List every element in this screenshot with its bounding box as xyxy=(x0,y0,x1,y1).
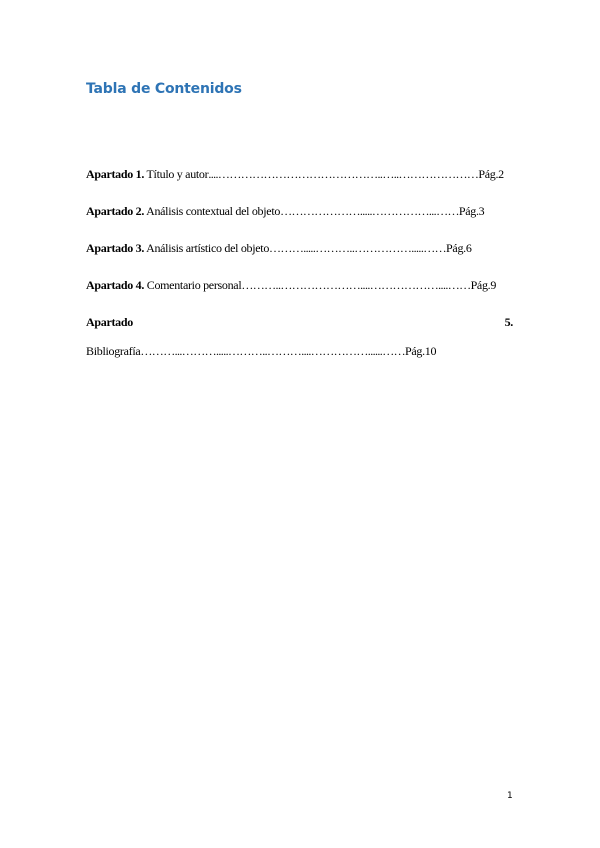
toc-entry-title: Análisis artístico del objeto xyxy=(144,241,270,255)
toc-entry-title: Título y autor xyxy=(144,167,209,181)
toc-entry-4[interactable] xyxy=(86,278,513,293)
toc-entry-3[interactable] xyxy=(86,241,513,256)
toc-leader-dots: ……….....………..…………….....…… xyxy=(269,241,447,255)
toc-entry-title: Análisis contextual del objeto xyxy=(144,204,281,218)
toc-entry-page: Pág.3 xyxy=(458,204,485,218)
toc-entry-5[interactable] xyxy=(86,315,513,330)
toc-title: Tabla de Contenidos xyxy=(86,81,242,97)
toc-entry-title: Bibliografía xyxy=(86,344,141,358)
toc-entry-number-suffix: 5. xyxy=(504,315,513,329)
toc-entry-page: Pág.9 xyxy=(470,278,497,292)
page-number: 1 xyxy=(507,791,513,801)
toc-entry-title: Comentario personal xyxy=(144,278,242,292)
toc-entry-number: Apartado xyxy=(86,315,133,329)
toc-entry-number: Apartado 1. xyxy=(86,167,145,181)
toc-entry-page: Pág.2 xyxy=(478,167,504,181)
toc-entry-number: Apartado 4. xyxy=(86,278,145,292)
toc-leader-dots: ....……………………………………..…..………………… xyxy=(208,167,479,181)
toc-entry-page: Pág.10 xyxy=(405,344,437,358)
toc-entry-number: Apartado 3. xyxy=(86,241,145,255)
toc-entry-number: Apartado 2. xyxy=(86,204,145,218)
toc-entry-page: Pág.6 xyxy=(446,241,472,255)
toc-entry-1[interactable] xyxy=(86,167,513,182)
toc-entry-5-continued[interactable] xyxy=(86,344,513,359)
toc-leader-dots: ………..…………………....………………....…… xyxy=(241,278,471,292)
toc-leader-dots: ………………….....……………...…… xyxy=(280,204,459,218)
toc-leader-dots: ………...……….....………..………....……………......…… xyxy=(140,344,405,358)
toc-entry-2[interactable] xyxy=(86,204,513,219)
